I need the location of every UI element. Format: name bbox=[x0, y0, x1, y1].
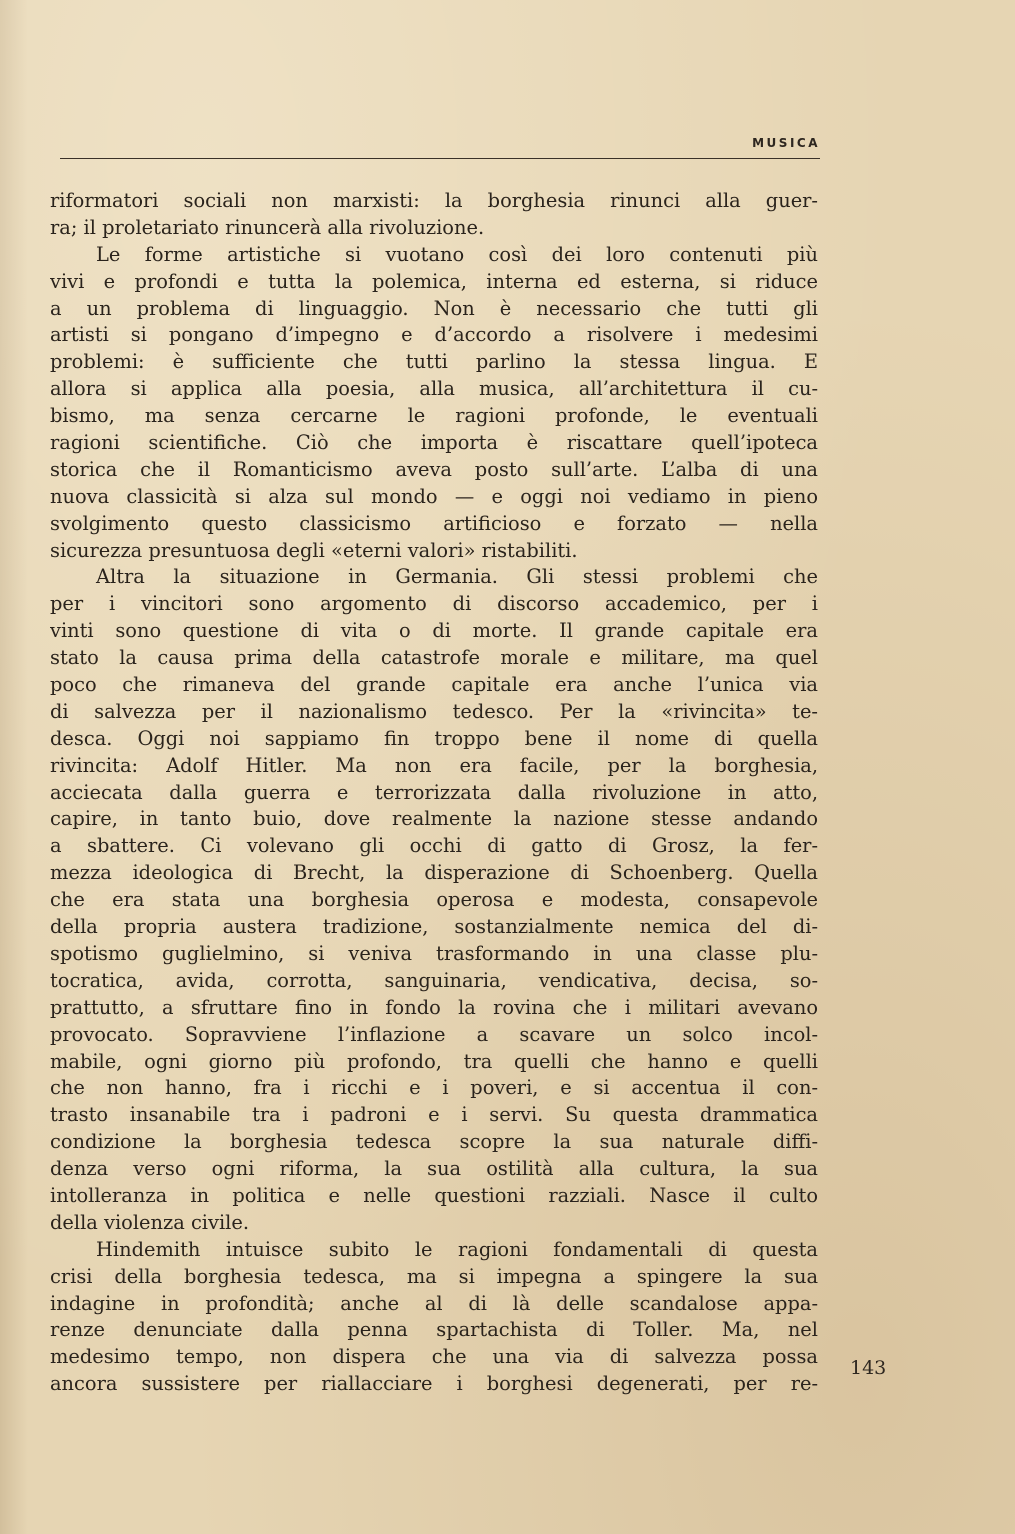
text-line: mezza ideologica di Brecht, la disperazione di Schoenberg. Quella bbox=[50, 861, 818, 885]
page-number: 143 bbox=[850, 1357, 887, 1379]
text-line: bismo, ma senza cercarne le ragioni profonde, le eventuali bbox=[50, 404, 818, 428]
text-line: vinti sono questione di vita o di morte. Il grande capitale era bbox=[50, 619, 818, 643]
text-line: mabile, ogni giorno più profondo, tra quelli che hanno e quelli bbox=[50, 1049, 818, 1073]
text-line: riformatori sociali non marxisti: la borghesia rinunci alla guer- bbox=[50, 189, 818, 212]
text-line: che non hanno, fra i ricchi e i poveri, e si accentua il con- bbox=[50, 1076, 818, 1100]
text-line: intolleranza in politica e nelle questioni razziali. Nasce il culto bbox=[50, 1183, 818, 1207]
text-line: acciecata dalla guerra e terrorizzata dalla rivoluzione in atto, bbox=[50, 780, 818, 804]
text-line: indagine in profondità; anche al di là delle scandalose appa- bbox=[50, 1291, 818, 1315]
running-header bbox=[60, 138, 820, 159]
text-line: nuova classicità si alza sul mondo — e oggi noi vediamo in pieno bbox=[50, 484, 818, 508]
text-line: Le forme artistiche si vuotano così dei loro contenuti più bbox=[96, 242, 818, 266]
text-line: ragioni scientifiche. Ciò che importa è riscattare quell’ipoteca bbox=[50, 431, 818, 455]
text-line: capire, in tanto buio, dove realmente la nazione stesse andando bbox=[50, 807, 818, 831]
text-line: problemi: è sufficiente che tutti parlino la stessa lingua. E bbox=[50, 350, 818, 374]
text-line: stato la causa prima della catastrofe morale e militare, ma quel bbox=[50, 646, 818, 670]
text-line: sicurezza presuntuosa degli «eterni valori» ristabiliti. bbox=[50, 538, 578, 562]
text-line: della propria austera tradizione, sostanzialmente nemica del di- bbox=[50, 915, 818, 939]
text-line: provocato. Sopravviene l’inflazione a scavare un solco incol- bbox=[50, 1022, 818, 1046]
text-line: rivincita: Adolf Hitler. Ma non era facile, per la borghesia, bbox=[50, 753, 818, 777]
section-title: MUSICA bbox=[752, 136, 820, 150]
text-line: spotismo guglielmino, si veniva trasformando in una classe plu- bbox=[50, 941, 818, 965]
text-line: desca. Oggi noi sappiamo fin troppo bene il nome di quella bbox=[50, 726, 818, 750]
text-line: per i vincitori sono argomento di discorso accademico, per i bbox=[50, 592, 818, 616]
text-line: che era stata una borghesia operosa e modesta, consapevole bbox=[50, 888, 818, 912]
text-line: di salvezza per il nazionalismo tedesco. Per la «rivincita» te- bbox=[50, 699, 818, 723]
text-line: Altra la situazione in Germania. Gli stessi problemi che bbox=[96, 565, 818, 589]
text-line: condizione la borghesia tedesca scopre la sua naturale diffi- bbox=[50, 1130, 818, 1154]
text-line: ra; il proletariato rinuncerà alla rivoluzione. bbox=[50, 215, 485, 239]
text-line: renze denunciate dalla penna spartachista di Toller. Ma, nel bbox=[50, 1318, 818, 1342]
text-line: crisi della borghesia tedesca, ma si impegna a spingere la sua bbox=[50, 1264, 818, 1288]
text-line: tocratica, avida, corrotta, sanguinaria, vendicativa, decisa, so- bbox=[50, 968, 818, 992]
text-line: prattutto, a sfruttare fino in fondo la rovina che i militari avevano bbox=[50, 995, 818, 1019]
text-line: poco che rimaneva del grande capitale era anche l’unica via bbox=[50, 673, 818, 697]
text-line: allora si applica alla poesia, alla musica, all’architettura il cu- bbox=[50, 377, 818, 401]
text-line: ancora sussistere per riallacciare i borghesi degenerati, per re- bbox=[50, 1372, 818, 1396]
text-line: a sbattere. Ci volevano gli occhi di gatto di Grosz, la fer- bbox=[50, 834, 818, 858]
text-line: a un problema di linguaggio. Non è necessario che tutti gli bbox=[50, 296, 818, 320]
text-line: denza verso ogni riforma, la sua ostilità alla cultura, la sua bbox=[50, 1157, 818, 1181]
text-line: svolgimento questo classicismo artificioso e forzato — nella bbox=[50, 511, 818, 535]
text-line: vivi e profondi e tutta la polemica, interna ed esterna, si riduce bbox=[50, 269, 818, 293]
text-line: della violenza civile. bbox=[50, 1210, 250, 1234]
text-line: trasto insanabile tra i padroni e i servi. Su questa drammatica bbox=[50, 1103, 818, 1127]
body-text bbox=[50, 188, 818, 1398]
text-line: storica che il Romanticismo aveva posto sull’arte. L’alba di una bbox=[50, 457, 818, 481]
text-line: medesimo tempo, non dispera che una via di salvezza possa bbox=[50, 1345, 818, 1369]
text-line: Hindemith intuisce subito le ragioni fondamentali di questa bbox=[96, 1237, 818, 1261]
text-line: artisti si pongano d’impegno e d’accordo a risolvere i medesimi bbox=[50, 323, 818, 347]
